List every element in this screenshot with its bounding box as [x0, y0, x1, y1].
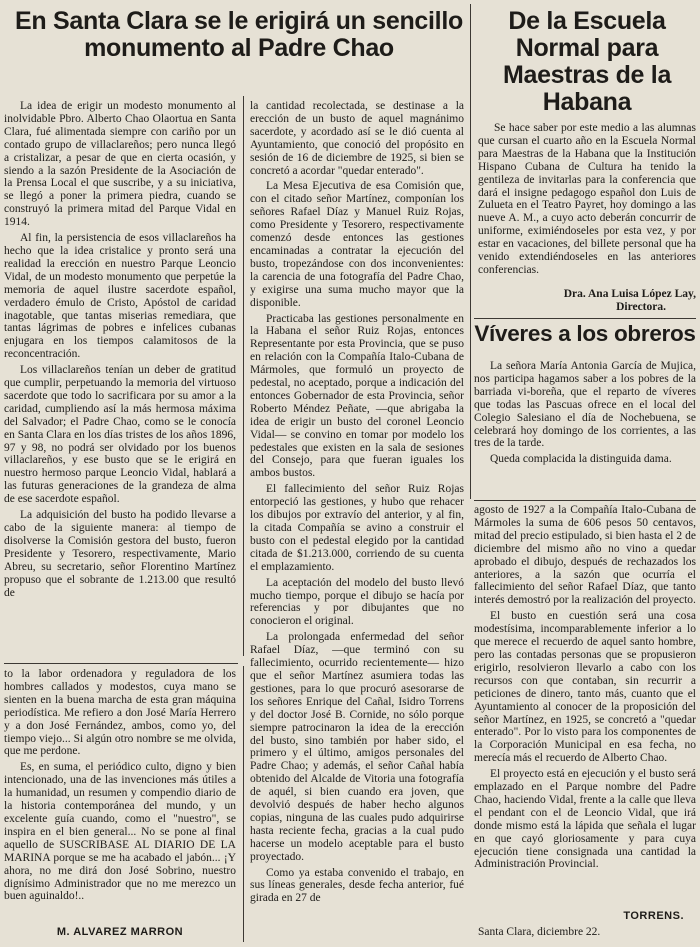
section-divider-viveres: [474, 500, 696, 501]
column-rule-bottom: [243, 666, 244, 942]
viveres-paragraph: La señora María Antonia García de Mujica, nos participa hagamos saber a los pobres de la barriada vi-boreña, que el reparto de víveres que todas las Pascuas ofrece en el local del Colegio Salesiano el día de Nochebuena, se celebrará hoy domingo de los corrientes, a las tres de la tarde.: [474, 360, 696, 450]
section-divider-left: [4, 663, 238, 664]
viveres-body: [474, 360, 696, 492]
santa-clara-column-1: [4, 100, 236, 660]
escuela-body: [478, 122, 696, 290]
escuela-headline: De la Escuela Normal para Maestras de la Habana: [502, 8, 672, 116]
santa-clara-paragraph: Practicaba las gestiones personalmente en la Habana el señor Ruiz Rojas, entonces Representante por esta Provincia, que se puso en relación con la Compañía Italo-Cubana de Mármoles, que formuló un proyecto de pedestal, no aceptado, porque a indicación del entonces Gobernador de esta Provincia, señor Roberto Méndez Peñate, —que abrigaba la idea de erigir un busto del coronel Leoncio Vidal— se convino en tomar por modelo los pedestales que existen en la sala de sesiones del Consejo, para que fueran iguales los ambos bustos.: [250, 312, 464, 480]
santa-clara-paragraph: La prolongada enfermedad del señor Rafael Díaz, —que terminó con su fallecimiento, ocurrido recientemente— hizo que el señor Martínez asumiera todas las gestiones, para lo que procuró asesorarse de los señores Enrique del Cañal, Isidro Torrens y del doctor José B. Cornide, no sólo porque siempre patrocinaron la idea de la erección del busto, sino también por haber sido, el primero y el último, amigos personales del Padre Chao; y además, el señor Cañal había obtenido del Alcalde de Vitoria una fotografía de aquél, si bien cuando era joven, que devolvió después de haber hecho algunos copias, ninguna de las cuales pudo adquirirse hasta reciente fecha, gracias a la cual pudo hacerse un modelo aceptable para el busto proyectado.: [250, 631, 464, 863]
santa-clara-headline: En Santa Clara se le erigirá un sencillo monumento al Padre Chao: [15, 8, 463, 62]
viveres-paragraph: Queda complacida la distinguida dama.: [490, 453, 672, 466]
santa-clara-paragraph: La aceptación del modelo del busto llevó mucho tiempo, porque el dibujo se hacía por referencias y por dibujantes que no conocieron el original.: [250, 576, 464, 628]
santa-clara-paragraph: La adquisición del busto ha podido llevarse a cabo de la siguiente manera: al tiempo de disolverse la Comisión gestora del busto, fueron Presidente y Tesorero, respectivamente, Mario Abreu, su secretario, señor Florentino Martínez propuso que el sobrante de 1.213.00 que resultó de: [4, 509, 236, 599]
santa-clara-paragraph: El fallecimiento del señor Ruiz Rojas entorpeció las gestiones, y hubo que rehacer los dibujos por extravío del anterior, y al fin, la citada Compañía se avino a construir el busto con el pedestal elegido por la cantidad citada de $1.213.000, corriendo de su cuenta el emplazamiento.: [250, 483, 464, 573]
santa-clara-paragraph: la cantidad recolectada, se destinase a la erección de un busto de aquel magnánimo sacerdote, y acordado así se le dió cuenta al Ayuntamiento, que conoció del propósito en sesión de 16 de diciembre de 1925, si bien se concretó a acordar "quedar enterado".: [250, 100, 464, 177]
santa-clara-paragraph: El proyecto está en ejecución y el busto será emplazado en el Parque nombre del Padre Chao, haciendo Vidal, frente a la calle que lleva el pendant con el de Leoncio Vidal, que irá donde mismo está la lápida que señala el lugar en que cayó gloriosamente y para cuya ejecución tiene consignada una cantidad la Administración Provincial.: [474, 768, 696, 871]
santa-clara-column-2: [250, 100, 464, 942]
santa-clara-dateline: Santa Clara, diciembre 22.: [478, 926, 601, 938]
santa-clara-signature: TORRENS.: [623, 910, 684, 922]
escuela-paragraph: Se hace saber por este medio a las alumnas que cursan el cuarto año en la Escuela Normal para Maestras de la Habana que la Institución Hispano Cubana de Cultura ha tenido la gentileza de invitarlas para la conferencia que dará el insigne pedagogo español don Luis de Zulueta en el Teatro Payret, hoy domingo a las nueve A. M., a cuyo acto deberán concurrir de uniforme, eximiéndoseles por esta vez, y por estar en vacaciones, del billete personal que ha venido extendiéndoseles en las anteriores conferencias.: [478, 122, 696, 276]
santa-clara-paragraph: agosto de 1927 a la Compañía Italo-Cubana de Mármoles la suma de 606 pesos 50 centavos, mitad del precio estipulado, si bien hasta el 2 de diciembre del mismo año no vino a quedar aprobado el dibujo, después de rechazados los anteriores, a la sazón que ocurría el fallecimiento del señor Rafael Díaz, que tanto interés demostró por la realización del proyecto.: [474, 504, 696, 607]
alvarez-marron-column: [4, 668, 236, 924]
santa-clara-column-3: [474, 504, 696, 908]
santa-clara-paragraph: Al fin, la persistencia de esos villaclareños ha hecho que la idea cristalice y pronto será una realidad la erección en nuestro Parque Leoncio Vidal, de un modesto monumento que perpetúe la memoria de aquel ilustre sacerdote español, verdadero émulo de Cristo, Apóstol de caridad inagotable, que tantas miserias remediara, que tantas lágrimas de pobres e infelices cubanas enjugara en los tiempos calamitosos de la reconcentración.: [4, 232, 236, 361]
santa-clara-paragraph: La idea de erigir un modesto monumento al inolvidable Pbro. Alberto Chao Olaortua en Santa Clara, fué alimentada siempre con cariño por un contado grupo de villaclareños; pero nunca llegó a cristalizar, a pesar de que en cierta ocasión, y siendo a la sazón Presidente de la Asociación de la Prensa Local el que suscribe, y a su iniciativa, se llegó a poner la primera piedra, cuando se construyó la primera mitad del Parque Vidal en 1914.: [4, 100, 236, 229]
viveres-headline: Víveres a los obreros: [474, 322, 696, 346]
santa-clara-paragraph: Los villaclareños tenían un deber de gratitud que cumplir, perpetuando la memoria del virtuoso sacerdote que todo lo sacrificara por su amor a la caridad, cumpliendo así la más hermosa máxima del Salvador; el Padre Chao, como se le conocía en Santa Clara en los días tristes de los años 1896, 97 y 98, no podrá ser olvidado por los buenos villaclareños, y ese busto que se le erigirá en nuestro hermoso parque Leoncio Vidal, hablará a las futuras generaciones de la grandeza de alma de ese sacerdote español.: [4, 364, 236, 506]
santa-clara-paragraph: Como ya estaba convenido el trabajo, en sus líneas generales, desde fecha anterior, fué girada en 27 de: [250, 866, 464, 905]
santa-clara-paragraph: La Mesa Ejecutiva de esa Comisión que, con el citado señor Martínez, componían los señores Rafael Díaz y Manuel Ruiz Rojas, como Presidente y Tesorero, respectivamente comenzó desde entonces las gestiones encaminadas a contratar la ejecución del busto, tropezándose con dos inconvenientes: la carencia de una fotografía del Padre Chao, y exigirse una suma mucho mayor que la disponible.: [250, 180, 464, 309]
alvarez-paragraph: to la labor ordenadora y reguladora de los hombres callados y modestos, cuya mano se sienten en la buena marcha de esta gran máquina periodística. Me refiero a don José María Herrero y a don José Fernández, ambos, como yo, del tiempo viejo... Si algún otro nombre se me olvida, que me perdone.: [4, 668, 236, 758]
column-rule-middle: [470, 4, 471, 499]
escuela-signature: [478, 288, 696, 316]
escuela-signature-title: Directora.: [616, 300, 666, 313]
santa-clara-paragraph: El busto en cuestión será una cosa modestísima, incomparablemente inferior a lo que merece el recuerdo de aquel santo hombre, pero las contadas personas que se propusieron erigirlo, resolvieron llevarlo a cabo con los recursos con que contaban, sin recurrir a peticiones de dinero, tanto más, cuanto que el Ayuntamiento al conocer de la proposición del señor Martínez, en 1925, se concretó a "quedar enterado". Por lo visto para los componentes de la Corporación Municipal en esa fecha, no merecía más el recuerdo de Alberto Chao.: [474, 610, 696, 765]
alvarez-signature: M. ALVAREZ MARRON: [56, 926, 184, 938]
escuela-signature-name: Dra. Ana Luisa López Lay,: [563, 288, 696, 300]
alvarez-paragraph: Es, en suma, el periódico culto, digno y bien intencionado, una de las invenciones más útiles a la humanidad, un resumen y compendio diario de la historia contemporánea del mundo, y un excelente guía cuando, como el "nuestro", se inspira en el bien general... No se pone al final aquello de SUSCRIBASE AL DIARIO DE LA MARINA porque se me ha acabado el jabón... ¡Y ahora, no me dirá don José Sobrino, nuestro dignísimo Administrador que no me merezco un buen aguinaldo!..: [4, 761, 236, 903]
column-rule-left: [243, 96, 244, 656]
section-divider-escuela: [474, 318, 696, 319]
